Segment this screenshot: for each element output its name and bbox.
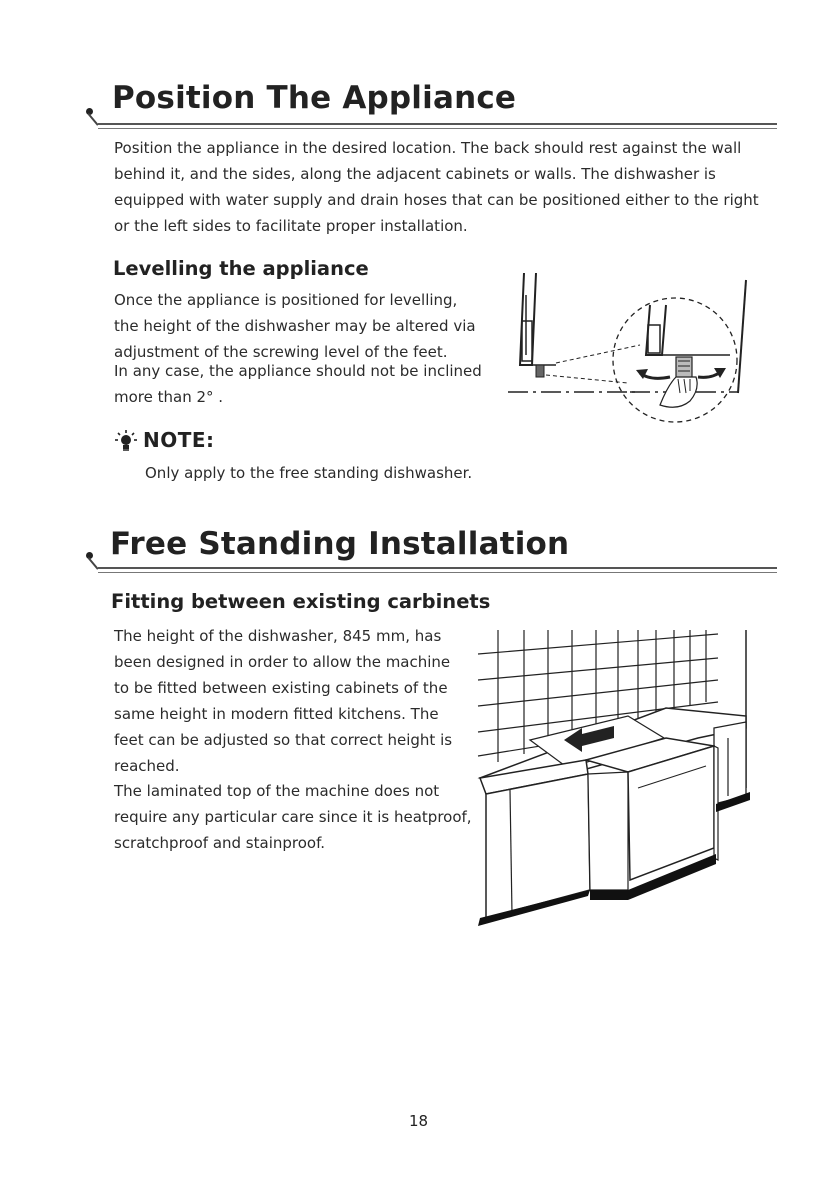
levelling-text: Once the appliance is positioned for levelling, the height of the dishwasher may be altered via adjustment of the screwing level of the feet. [114, 291, 476, 361]
header-rule-bottom [98, 572, 777, 573]
fitting-heading: Fitting between existing carbinets [111, 590, 491, 613]
levelling-heading: Levelling the appliance [113, 257, 369, 280]
header-slant-line [87, 557, 98, 570]
note-text: Only apply to the free standing dishwasher. [145, 464, 473, 482]
levelling-incline-text: In any case, the appliance should not be inclined more than 2° . [114, 362, 482, 406]
section-title-free-standing: Free Standing Installation [110, 526, 570, 562]
header-slant-line [87, 113, 98, 126]
kitchen-fitting-illustration [478, 628, 758, 928]
header-rule-bottom [98, 128, 777, 129]
lightbulb-icon [115, 430, 137, 452]
intro-paragraph: Position the appliance in the desired location. The back should rest against the wall behind it, and the sides, along the adjacent cabinets or walls. The dishwasher is equipped with water supply and drain hoses that can be positioned either to the right or the left sides to facilitate proper installation. [114, 139, 759, 235]
levelling-illustration [500, 265, 750, 425]
fitting-text: The height of the dishwasher, 845 mm, has been designed in order to allow the machine to be fitted between existing cabinets of the same height in modern fitted kitchens. The feet can be adjusted so that correct height is reached. [114, 627, 453, 775]
section-title-position: Position The Appliance [112, 80, 517, 116]
fitting-laminate-text: The laminated top of the machine does not require any particular care since it is heatproof, scratchproof and stainproof. [114, 782, 472, 852]
header-rule-top [98, 567, 777, 569]
page-number: 18 [409, 1112, 429, 1130]
header-rule-top [98, 123, 777, 125]
note-title: NOTE: [143, 428, 215, 452]
